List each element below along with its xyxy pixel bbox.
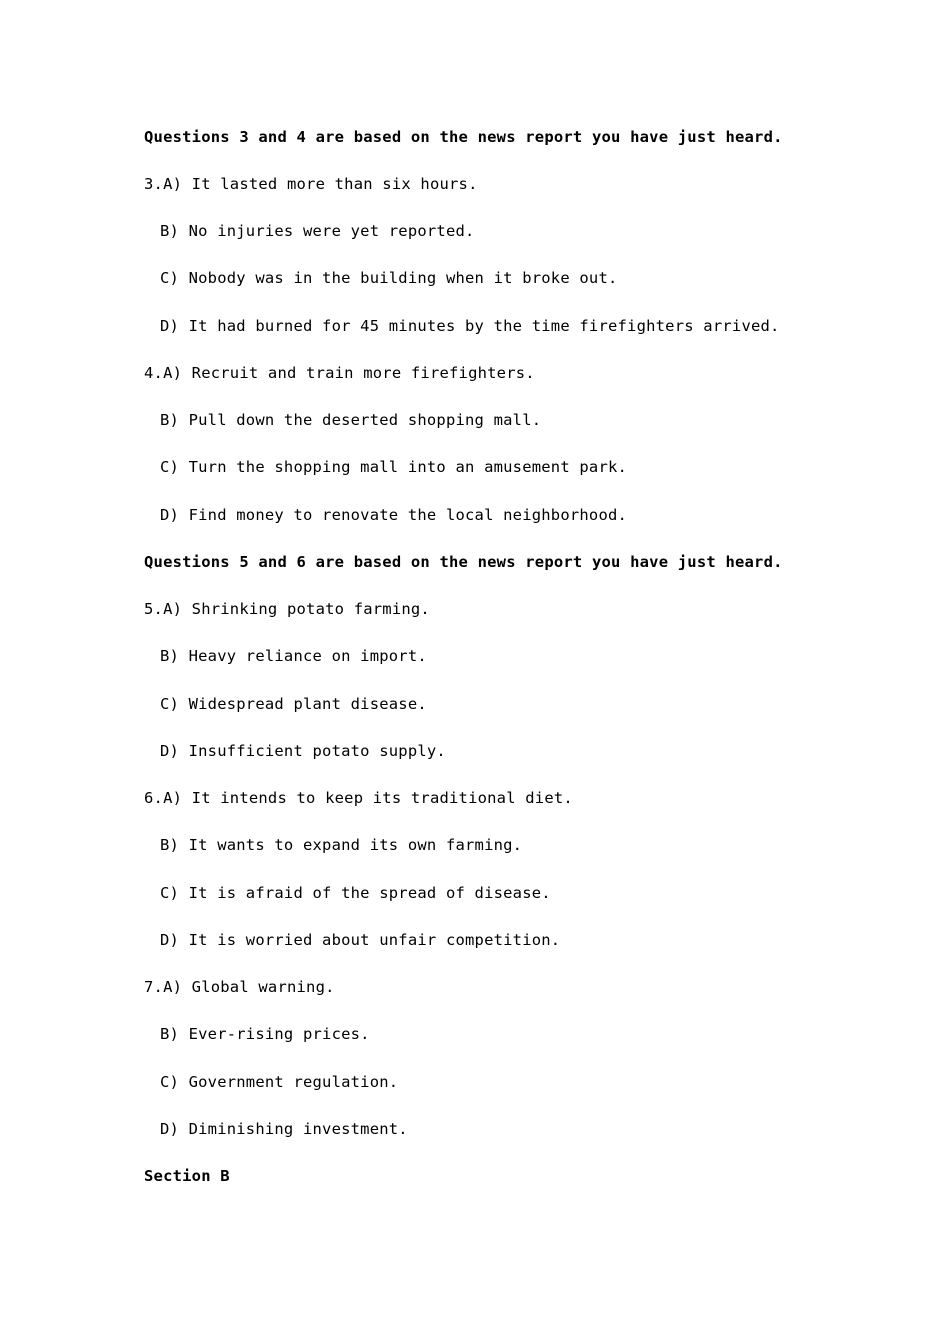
question-4-option-b: B) Pull down the deserted shopping mall. — [160, 411, 542, 429]
question-7-option-d: D) Diminishing investment. — [160, 1120, 408, 1138]
question-4-option-a: 4.A) Recruit and train more firefighters. — [144, 364, 535, 382]
question-6-option-b: B) It wants to expand its own farming. — [160, 836, 523, 854]
question-3-option-d: D) It had burned for 45 minutes by the time firefighters arrived. — [160, 317, 780, 335]
question-5-option-b: B) Heavy reliance on import. — [160, 647, 427, 665]
question-6-option-d: D) It is worried about unfair competition. — [160, 931, 561, 949]
question-5-option-d: D) Insufficient potato supply. — [160, 742, 446, 760]
section-heading: Section B — [144, 1167, 230, 1185]
question-3-option-b: B) No injuries were yet reported. — [160, 222, 475, 240]
question-6-option-a: 6.A) It intends to keep its traditional diet. — [144, 789, 573, 807]
question-7-option-c: C) Government regulation. — [160, 1073, 399, 1091]
question-group-heading: Questions 5 and 6 are based on the news report you have just heard. — [144, 553, 783, 571]
question-5-option-a: 5.A) Shrinking potato farming. — [144, 600, 430, 618]
question-5-option-c: C) Widespread plant disease. — [160, 695, 427, 713]
question-6-option-c: C) It is afraid of the spread of disease. — [160, 884, 551, 902]
question-4-option-d: D) Find money to renovate the local neighborhood. — [160, 506, 628, 524]
question-7-option-b: B) Ever-rising prices. — [160, 1025, 370, 1043]
question-4-option-c: C) Turn the shopping mall into an amusement park. — [160, 458, 628, 476]
question-7-option-a: 7.A) Global warning. — [144, 978, 335, 996]
question-3-option-c: C) Nobody was in the building when it broke out. — [160, 269, 618, 287]
question-group-heading: Questions 3 and 4 are based on the news report you have just heard. — [144, 128, 783, 146]
question-3-option-a: 3.A) It lasted more than six hours. — [144, 175, 478, 193]
